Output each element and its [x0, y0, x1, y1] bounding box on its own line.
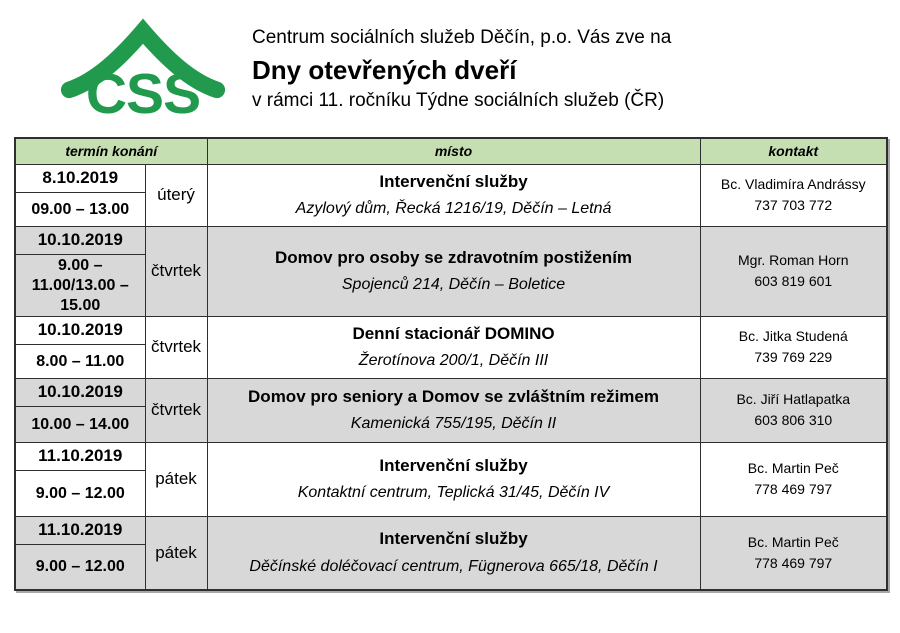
flyer-header [58, 16, 671, 130]
column-header-termin: termín konání [15, 138, 207, 164]
event-day: pátek [145, 442, 207, 516]
header-intro: Centrum sociálních služeb Děčín, p.o. Vás zve na [252, 27, 672, 48]
event-time: 9.00 – 12.00 [35, 484, 125, 502]
place-address: Žerotínova 200/1, Děčín III [358, 352, 549, 370]
event-day: úterý [145, 164, 207, 226]
event-contact-cell [700, 164, 887, 226]
event-place-cell [207, 316, 700, 378]
page-title: Dny otevřených dveří [252, 54, 517, 85]
place-name: Intervenční služby [379, 455, 528, 475]
event-date-cell [15, 316, 145, 378]
event-contact-cell [700, 378, 887, 442]
table-row [15, 226, 887, 316]
contact-name: Bc. Martin Peč [747, 533, 839, 550]
event-date: 8.10.2019 [16, 165, 145, 193]
table-header-row [15, 138, 887, 164]
contact-phone: 603 819 601 [754, 273, 833, 289]
header-subtitle: v rámci 11. ročníku Týdne sociálních služeb (ČR) [252, 90, 665, 112]
event-time: 8.00 – 11.00 [36, 352, 125, 370]
event-time: 9.00 – 12.00 [35, 558, 125, 576]
place-name: Intervenční služby [379, 171, 528, 191]
event-day: čtvrtek [145, 226, 207, 316]
event-place-cell [207, 442, 700, 516]
event-contact-cell [700, 516, 887, 590]
contact-phone: 778 469 797 [754, 554, 833, 571]
contact-name: Mgr. Roman Horn [738, 252, 849, 268]
event-time: 9.00 – 11.00/13.00 – 15.00 [31, 256, 129, 314]
place-name: Domov pro seniory a Domov se zvláštním režimem [248, 386, 659, 406]
event-place-cell [207, 226, 700, 316]
css-logo [58, 16, 228, 130]
table-row [15, 316, 887, 378]
table-header [15, 138, 887, 164]
event-date-cell [15, 378, 145, 442]
place-name: Denní stacionář DOMINO [352, 323, 555, 343]
event-day: pátek [145, 516, 207, 590]
event-date: 10.10.2019 [16, 379, 145, 407]
event-time: 10.00 – 14.00 [31, 415, 130, 433]
event-place-cell [207, 378, 700, 442]
table-row [15, 164, 887, 226]
table-body [15, 164, 887, 590]
place-address: Kontaktní centrum, Teplická 31/45, Děčín IV [297, 484, 610, 502]
contact-name: Bc. Jitka Studená [738, 328, 848, 344]
column-header-kontakt: kontakt [700, 138, 887, 164]
event-date-cell [15, 442, 145, 516]
event-day: čtvrtek [145, 378, 207, 442]
logo-text: CSS [85, 62, 201, 126]
table-row [15, 516, 887, 590]
event-date: 11.10.2019 [16, 517, 145, 545]
place-address: Kamenická 755/195, Děčín II [350, 415, 557, 433]
place-name: Intervenční služby [379, 529, 528, 549]
event-place-cell [207, 516, 700, 590]
contact-phone: 739 769 229 [754, 349, 833, 365]
event-place-cell [207, 164, 700, 226]
place-name: Domov pro osoby se zdravotním postižením [274, 247, 633, 267]
contact-name: Bc. Vladimíra Andrássy [720, 176, 866, 192]
contact-name: Bc. Jiří Hatlapatka [736, 391, 851, 407]
event-date-cell [15, 164, 145, 226]
table-row [15, 378, 887, 442]
table-row [15, 442, 887, 516]
event-date-cell [15, 516, 145, 590]
events-table [14, 137, 888, 591]
event-date: 10.10.2019 [16, 317, 145, 345]
event-day: čtvrtek [145, 316, 207, 378]
place-address: Spojenců 214, Děčín – Boletice [341, 276, 566, 294]
place-address: Děčínské doléčovací centrum, Fügnerova 665/18, Děčín I [249, 557, 658, 575]
contact-phone: 603 806 310 [754, 412, 833, 428]
event-date-cell [15, 226, 145, 316]
column-header-misto: místo [207, 138, 700, 164]
event-time: 09.00 – 13.00 [31, 200, 130, 218]
event-contact-cell [700, 226, 887, 316]
event-date: 11.10.2019 [16, 443, 145, 471]
header-text-block [252, 16, 671, 114]
contact-phone: 737 703 772 [754, 197, 833, 213]
contact-name: Bc. Martin Peč [747, 460, 839, 476]
event-contact-cell [700, 442, 887, 516]
contact-phone: 778 469 797 [754, 481, 833, 497]
event-date: 10.10.2019 [16, 227, 145, 255]
place-address: Azylový dům, Řecká 1216/19, Děčín – Letná [295, 200, 612, 218]
event-contact-cell [700, 316, 887, 378]
